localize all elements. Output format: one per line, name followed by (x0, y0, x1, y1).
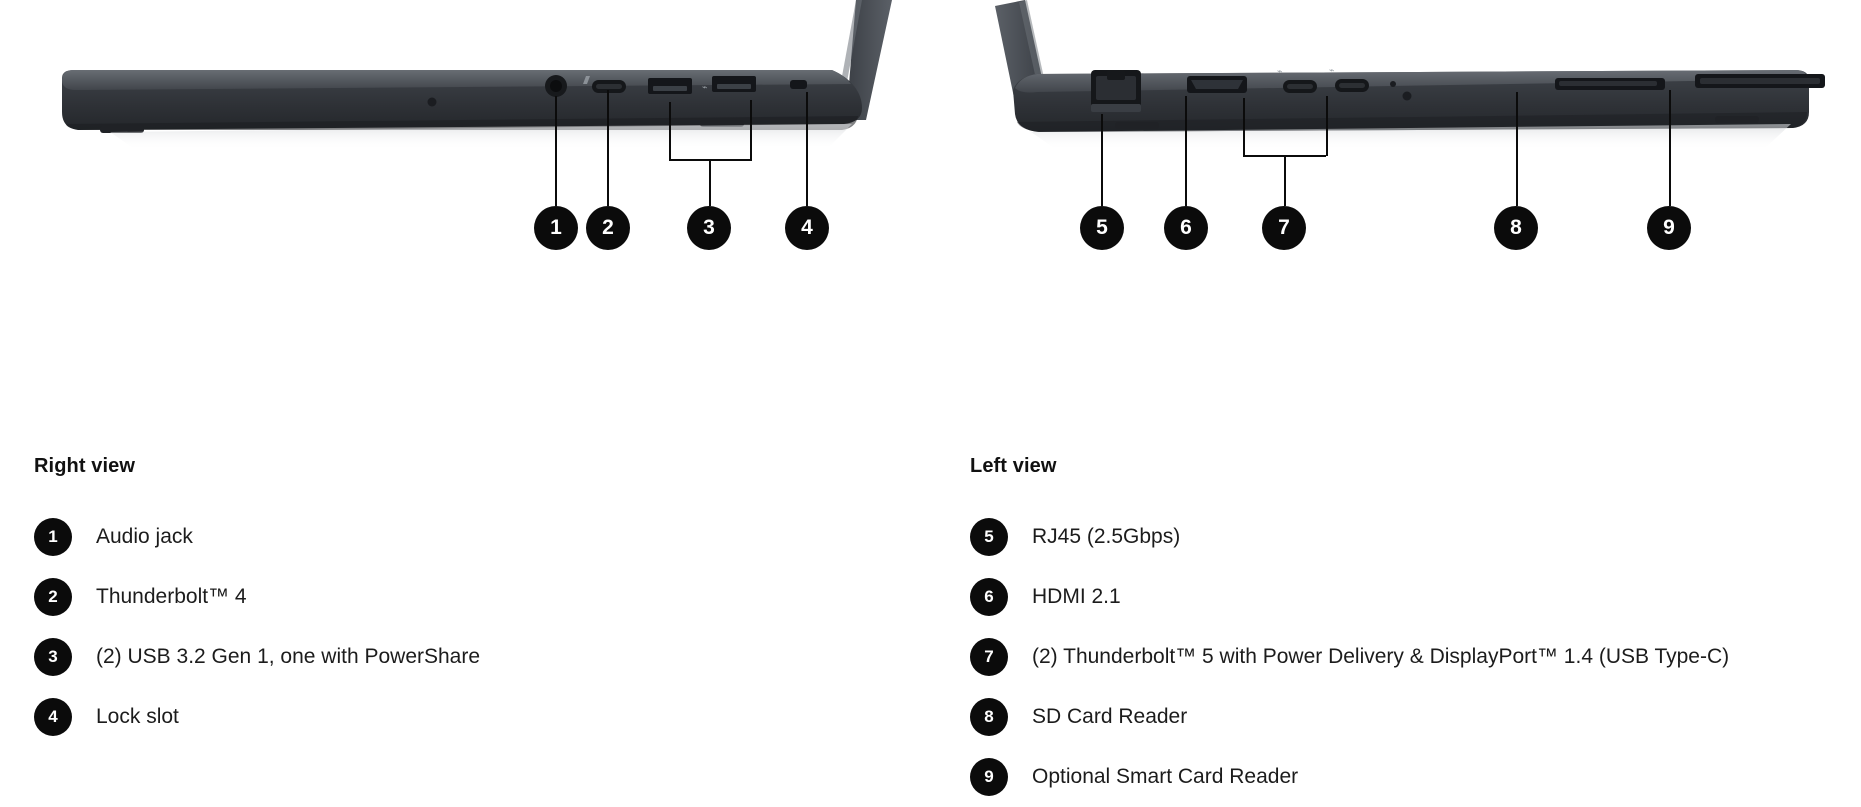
legend-label-9: Optional Smart Card Reader (1032, 765, 1299, 789)
leader-line-7 (1284, 155, 1286, 206)
list-item (970, 507, 1850, 567)
legend-label-8: SD Card Reader (1032, 705, 1188, 729)
legend-label-5: RJ45 (2.5Gbps) (1032, 525, 1181, 549)
legend-badge-8: 8 (970, 698, 1008, 736)
leader-bracket-3-left (669, 102, 671, 160)
legend-label-3: (2) USB 3.2 Gen 1, one with PowerShare (96, 645, 481, 669)
legend-label-6: HDMI 2.1 (1032, 585, 1121, 609)
legend-left-view (970, 455, 1850, 807)
list-item (970, 747, 1850, 807)
legend-badge-4: 4 (34, 698, 72, 736)
legend-left-view-title: Left view (970, 455, 1057, 477)
legend-label-7: (2) Thunderbolt™ 5 with Power Delivery & DisplayPort™ 1.4 (USB Type-C) (1032, 645, 1730, 669)
callout-marker-6[interactable]: 6 (1164, 206, 1208, 250)
leader-line-1 (555, 96, 557, 206)
list-item (970, 567, 1850, 627)
callout-marker-3[interactable]: 3 (687, 206, 731, 250)
callout-marker-9[interactable]: 9 (1647, 206, 1691, 250)
list-item (34, 627, 914, 687)
leader-line-5 (1101, 114, 1103, 206)
svg-text:⌁: ⌁ (1277, 66, 1283, 76)
list-item (34, 567, 914, 627)
callout-marker-8[interactable]: 8 (1494, 206, 1538, 250)
legend-badge-2: 2 (34, 578, 72, 616)
callout-marker-4[interactable]: 4 (785, 206, 829, 250)
legend-badge-1: 1 (34, 518, 72, 556)
list-item (34, 687, 914, 747)
legend-right-view (34, 455, 914, 747)
laptop-right-view-illustration (40, 0, 940, 175)
leader-line-9 (1669, 90, 1671, 206)
leader-bracket-3-right (750, 100, 752, 160)
leader-bracket-7-left (1243, 98, 1245, 156)
callout-marker-1[interactable]: 1 (534, 206, 578, 250)
svg-text:⌁: ⌁ (702, 82, 708, 92)
leader-line-2 (607, 90, 609, 206)
svg-text:⌁: ⌁ (1329, 65, 1335, 75)
callout-marker-5[interactable]: 5 (1080, 206, 1124, 250)
legend-badge-6: 6 (970, 578, 1008, 616)
laptop-left-view-illustration (995, 0, 1835, 175)
legend-label-4: Lock slot (96, 705, 179, 729)
list-item (970, 687, 1850, 747)
list-item (970, 627, 1850, 687)
legend-label-1: Audio jack (96, 525, 193, 549)
legend-right-view-title: Right view (34, 455, 136, 477)
legend-label-2: Thunderbolt™ 4 (96, 585, 247, 609)
legend-badge-3: 3 (34, 638, 72, 676)
callout-marker-2[interactable]: 2 (586, 206, 630, 250)
leader-line-8 (1516, 92, 1518, 206)
leader-line-4 (806, 92, 808, 206)
leader-line-6 (1185, 96, 1187, 206)
leader-bracket-7-right (1326, 96, 1328, 156)
legend-badge-5: 5 (970, 518, 1008, 556)
leader-line-3 (709, 159, 711, 206)
legend-badge-9: 9 (970, 758, 1008, 796)
list-item (34, 507, 914, 567)
callout-marker-7[interactable]: 7 (1262, 206, 1306, 250)
legend-badge-7: 7 (970, 638, 1008, 676)
